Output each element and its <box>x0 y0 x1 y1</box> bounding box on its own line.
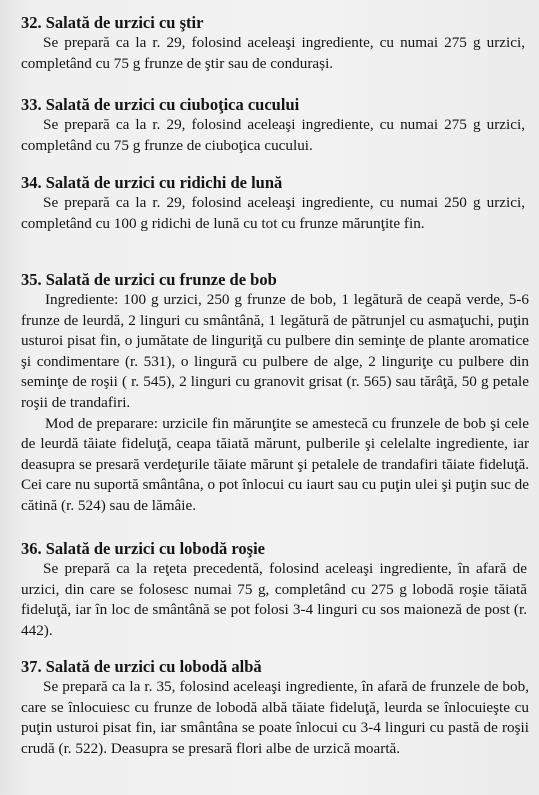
recipe-paragraph: Se prepară ca la r. 29, folosind aceleaşi ingrediente, cu numai 275 g urzici, completând cu 75 g frunze de ciuboţica cucului. <box>21 116 525 154</box>
recipe-title: 37. Salată de urzici cu lobodă albă <box>21 657 262 676</box>
recipe-37 <box>21 657 529 759</box>
recipe-paragraph: Se prepară ca la r. 29, folosind aceleaşi ingrediente, cu numai 250 g urzici, completând cu 100 g ridichi de lună cu tot cu frunze mărunţite fin. <box>21 194 525 232</box>
recipe-title: 33. Salată de urzici cu ciuboţica cucului <box>21 95 300 114</box>
recipe-paragraph: Se prepară ca la r. 29, folosind aceleaşi ingrediente, cu numai 275 g urzici, completând cu 75 g frunze de ştir sau de condurași. <box>21 34 525 72</box>
recipe-34 <box>21 173 525 234</box>
recipe-36 <box>21 539 527 641</box>
ingredients-paragraph: Ingrediente: 100 g urzici, 250 g frunze de bob, 1 legătură de ceapă verde, 5-6 frunze de leurdă, 2 linguri cu smântână, 1 legătură de pătrunjel cu asmaţuchi, puţin usturoi pisat fin, o jumătate de linguriţă cu pulbere din seminţe de plante aromatice şi condimentare (r. 531), o lingură cu pulbere de alge, 2 linguriţe cu pulbere din seminţe de roşii ( r. 545), 2 linguri cu granovit grisat (r. 565) sau tărâţă, 50 g petale roşii de trandafiri. <box>21 291 529 411</box>
recipe-32 <box>21 13 525 74</box>
preparation-paragraph: Mod de preparare: urzicile fin mărunţite se amestecă cu frunzele de bob şi cele de leurdă tăiate fideluţă, ceapa tăiată mărunt, pulberile şi celelalte ingrediente, iar deasupra se presară verdeţurile tăiate mărunt şi petalele de trandafiri tăiate fideluţă. Cei care nu suportă smântâna, o pot înlocui cu iaurt sau cu puţin ulei şi puţin suc de cătină (r. 524) sau de lămâie. <box>21 414 529 514</box>
recipe-title: 36. Salată de urzici cu lobodă roşie <box>21 539 265 558</box>
recipe-paragraph: Se prepară ca la r. 35, folosind aceleaşi ingrediente, în afară de frunzele de bob, care se înlocuiesc cu frunze de lobodă albă tăiate fideluţă, leurda se înlocuieşte cu puţin usturoi pisat fin, iar smântâna se poate înlocui cu 3-4 linguri cu pastă de roşii crudă (r. 522). Deasupra se presară flori albe de urzică moartă. <box>21 678 529 757</box>
recipe-33 <box>21 95 525 156</box>
recipe-35 <box>21 270 529 517</box>
recipe-paragraph: Se prepară ca la reţeta precedentă, folosind aceleaşi ingrediente, în afară de urzici, din care se folosesc numai 75 g, completând cu 275 g lobodă roşie tăiată fideluţă, iar în loc de smântână se pot folosi 3-4 linguri cu sos maioneză de post (r. 442). <box>21 560 527 639</box>
recipe-title: 32. Salată de urzici cu ştir <box>21 13 204 32</box>
recipe-title: 35. Salată de urzici cu frunze de bob <box>21 270 277 289</box>
recipe-title: 34. Salată de urzici cu ridichi de lună <box>21 173 283 192</box>
